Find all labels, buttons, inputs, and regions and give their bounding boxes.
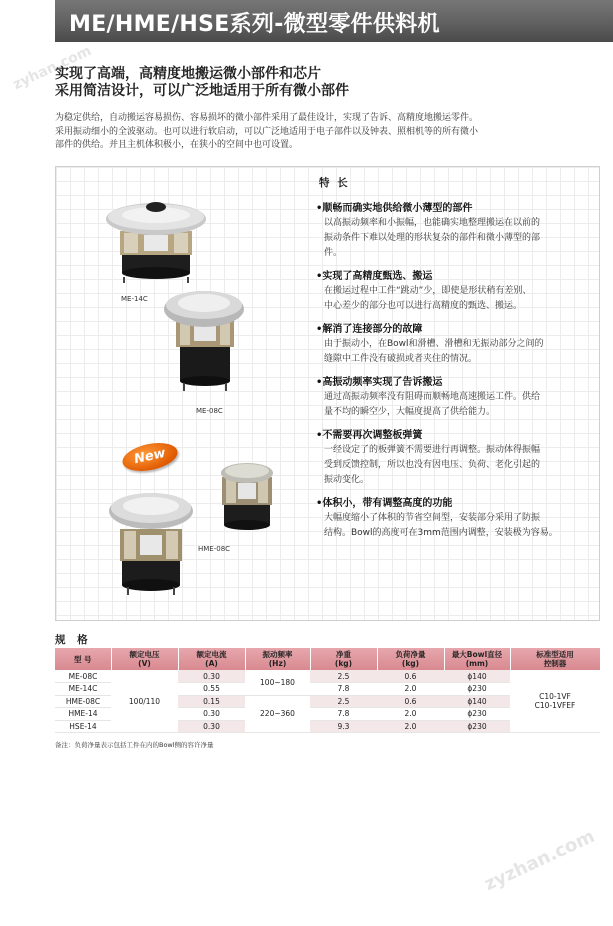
col-bowl: 最大Bowl直径 (mm)	[444, 648, 510, 670]
intro-line-2: 采用振动细小的全波驱动。也可以进行软启动，可以广泛地适用于电子部件以及钟表、照相机等的所有微小	[55, 126, 479, 137]
cell-current: 0.30	[178, 708, 245, 721]
cell-voltage: 100/110	[111, 670, 178, 733]
feature-item	[316, 202, 596, 261]
feature-heading: •解消了连接部分的故障	[316, 324, 423, 335]
cell-weight: 2.5	[310, 695, 377, 708]
cell-load: 0.6	[377, 695, 444, 708]
page-title: ME/HME/HSE系列-微型零件供料机	[69, 12, 440, 37]
cell-current: 0.30	[178, 720, 245, 733]
feature-body	[316, 443, 596, 488]
table-row	[55, 670, 600, 683]
feature-body	[316, 284, 596, 314]
intro-line-3: 部件的供给。并且主机体积极小，在狭小的空间中也可设置。	[55, 140, 299, 150]
label-me14c: ME-14C	[121, 295, 148, 303]
feature-item	[316, 323, 596, 367]
feature-line: 振动变化。	[324, 475, 370, 485]
feature-line: 量不均的瞬空少，大幅度提高了供给能力。	[324, 407, 496, 417]
col-frequency: 振动频率 (Hz)	[245, 648, 310, 670]
col-controller: 标准型适用 控制器	[510, 648, 600, 670]
col-current: 额定电流 (A)	[178, 648, 245, 670]
feature-line: 在搬运过程中工件“跳动”少，即使是形状稍有差别、	[324, 286, 532, 296]
feature-body	[316, 511, 596, 541]
feature-line: 缝隙中工件没有破损或者夹住的情况。	[324, 354, 478, 364]
cell-load: 2.0	[377, 720, 444, 733]
feature-heading: •不需要再次调整板弹簧	[316, 430, 423, 441]
cell-weight: 2.5	[310, 670, 377, 683]
headline-line-1: 实现了高端，高精度地搬运微小部件和芯片	[55, 66, 321, 82]
cell-weight: 9.3	[310, 720, 377, 733]
feature-line: 以高振动频率和小振幅，也能确实地整理搬运在以前的	[324, 218, 541, 228]
spec-note: 备注：负荷净量表示包括工件在内的Bowl侧的容许净量	[55, 741, 214, 749]
label-hme08c: HME-08C	[198, 545, 231, 553]
features-title: 特 长	[319, 177, 350, 189]
feeder-hse14-icon	[108, 489, 194, 597]
controller-1: C10-1VF	[539, 692, 571, 701]
feature-line: 大幅度缩小了体积的节省空间型，安装部分采用了防振	[324, 513, 541, 523]
cell-model: ME-14C	[55, 683, 111, 696]
feeder-me08c-icon	[162, 285, 246, 393]
controller-2: C10-1VFEF	[534, 701, 576, 710]
feature-item	[316, 270, 596, 314]
feature-item	[316, 376, 596, 420]
cell-load: 0.6	[377, 670, 444, 683]
cell-bowl: ϕ230	[444, 720, 510, 733]
cell-bowl: ϕ230	[444, 708, 510, 721]
cell-current: 0.30	[178, 670, 245, 683]
cell-model: HSE-14	[55, 720, 111, 733]
feature-item	[316, 429, 596, 488]
headline-line-2: 采用简洁设计，可以广泛地适用于所有微小部件	[55, 83, 349, 99]
label-me08c: ME-08C	[196, 407, 223, 415]
col-weight: 净重 (kg)	[310, 648, 377, 670]
feature-panel	[55, 166, 600, 621]
watermark: zyhan.com	[10, 42, 94, 94]
feature-line: 由于振动小，在Bowl和滑槽、滑槽和无振动部分之间的	[324, 339, 544, 349]
feature-line: 受到反馈控制，所以也没有因电压、负荷、老化引起的	[324, 460, 541, 470]
feature-line: 结构。Bowl的高度可在3mm范围内调整，安装极为容易。	[324, 528, 558, 538]
intro-line-1: 为稳定供给，自动搬运容易损伤、容易损坏的微小部件采用了最佳设计，实现了告诉、高精度地搬运零件。	[55, 113, 479, 123]
product-image-hse14	[108, 489, 194, 597]
feeder-me14c-icon	[104, 193, 208, 285]
feature-line: 件。	[324, 248, 343, 258]
spec-header-row	[55, 648, 600, 670]
feature-line: 一经设定了的板弹簧不需要进行再调整。振动体得振幅	[324, 445, 541, 455]
feature-line: 中心差少的部分也可以进行高精度的甄选、搬运。	[324, 301, 523, 311]
feature-body	[316, 216, 596, 261]
col-voltage: 额定电压 (V)	[111, 648, 178, 670]
cell-model: HME-14	[55, 708, 111, 721]
feature-heading: •顺畅而确实地供给微小薄型的部件	[316, 203, 473, 214]
headline	[55, 66, 575, 100]
cell-bowl: ϕ230	[444, 683, 510, 696]
cell-weight: 7.8	[310, 683, 377, 696]
product-image-hme08c	[216, 459, 278, 533]
feature-item	[316, 497, 596, 541]
col-load: 负荷净量 (kg)	[377, 648, 444, 670]
cell-model: HME-08C	[55, 695, 111, 708]
cell-controller	[510, 670, 600, 733]
title-banner	[55, 0, 613, 42]
new-badge	[120, 438, 180, 475]
feature-line: 振动条件下难以处理的形状复杂的部件和微小薄型的部	[324, 233, 541, 243]
cell-current: 0.55	[178, 683, 245, 696]
cell-model: ME-08C	[55, 670, 111, 683]
intro-paragraph	[55, 112, 575, 153]
cell-frequency: 220~360	[245, 695, 310, 733]
feature-line: 通过高振动频率没有阻碍而顺畅地高速搬运工件。供给	[324, 392, 541, 402]
feature-heading: •实现了高精度甄选、搬运	[316, 271, 433, 282]
features-list	[316, 175, 596, 550]
product-image-me14c	[104, 193, 208, 285]
spec-title: 规 格	[55, 634, 92, 646]
cell-frequency: 100~180	[245, 670, 310, 695]
watermark: zyzhan.com	[481, 825, 598, 896]
cell-current: 0.15	[178, 695, 245, 708]
col-model: 型 号	[55, 648, 111, 670]
feeder-hme08c-icon	[216, 459, 278, 533]
cell-bowl: ϕ140	[444, 695, 510, 708]
cell-load: 2.0	[377, 683, 444, 696]
product-image-me08c	[162, 285, 246, 393]
feature-heading: •高振动频率实现了告诉搬运	[316, 377, 443, 388]
feature-body	[316, 390, 596, 420]
cell-load: 2.0	[377, 708, 444, 721]
cell-bowl: ϕ140	[444, 670, 510, 683]
feature-heading: •体积小，带有调整高度的功能	[316, 498, 453, 509]
spec-table	[55, 648, 601, 733]
feature-body	[316, 337, 596, 367]
cell-weight: 7.8	[310, 708, 377, 721]
new-badge-text: New	[132, 445, 167, 468]
